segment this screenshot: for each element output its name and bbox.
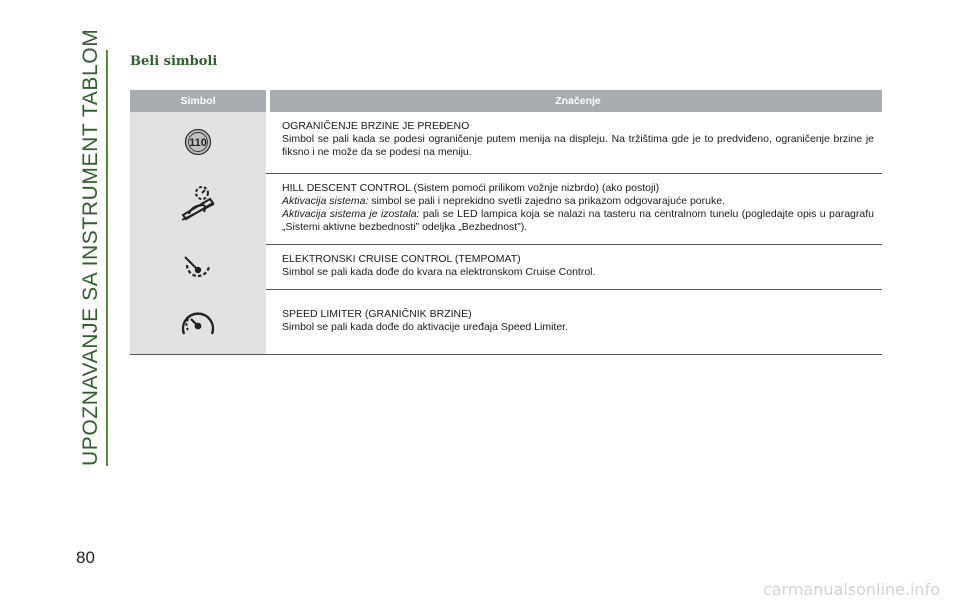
side-rule — [106, 50, 108, 466]
speed-limit-value: 110 — [189, 137, 207, 149]
row-title: SPEED LIMITER (GRANIČNIK BRZINE) — [282, 308, 472, 320]
cruise-control-icon — [181, 255, 215, 281]
table-row — [130, 290, 882, 354]
table-row — [130, 245, 882, 290]
row-label: Aktivacija sistema je izostala: — [282, 208, 420, 220]
table-row — [130, 112, 882, 174]
section-title: Beli simboli — [130, 54, 218, 69]
row-label: Aktivacija sistema: — [282, 195, 369, 207]
speed-limit-110-icon — [180, 128, 216, 156]
header-symbol: Simbol — [180, 95, 216, 107]
footer-watermark: carmanualsonline.info — [762, 580, 940, 599]
side-chapter-title: UPOZNAVANJE SA INSTRUMENT TABLOM — [79, 28, 102, 466]
row-text: simbol se pali i neprekidno svetli zajedno sa prikazom odgovarajuće poruke. — [368, 195, 725, 207]
page-number: 80 — [76, 548, 95, 567]
speed-limiter-icon — [178, 306, 218, 340]
row-title: ELEKTRONSKI CRUISE CONTROL (TEMPOMAT) — [282, 253, 521, 265]
row-text: pali se LED lampica koja se nalazi na tasteru na centralnom tunelu (pogledajte opis u paragrafu „Sistemi aktivne bezbednosti” odeljka „Bezbednost”). — [282, 208, 874, 233]
hill-descent-control-icon — [176, 182, 220, 226]
table-header — [130, 90, 882, 112]
table-row — [130, 174, 882, 245]
row-title: OGRANIČENJE BRZINE JE PREĐENO — [282, 120, 470, 132]
row-text: Simbol se pali kada se podesi ograničenje putem menija na displeju. Na tržištima gde je to predviđeno, ograničenje brzine je fiksno i ne može da se podesi na meniju. — [282, 133, 874, 158]
row-title: HILL DESCENT CONTROL (Sistem pomoći prilikom vožnje nizbrdo) (ako postoji) — [282, 182, 660, 194]
header-meaning: Značenje — [555, 95, 601, 107]
row-text: Simbol se pali kada dođe do aktivacije uređaja Speed Limiter. — [282, 321, 569, 333]
symbols-table — [130, 90, 882, 355]
row-text: Simbol se pali kada dođe do kvara na elektronskom Cruise Control. — [282, 266, 596, 278]
